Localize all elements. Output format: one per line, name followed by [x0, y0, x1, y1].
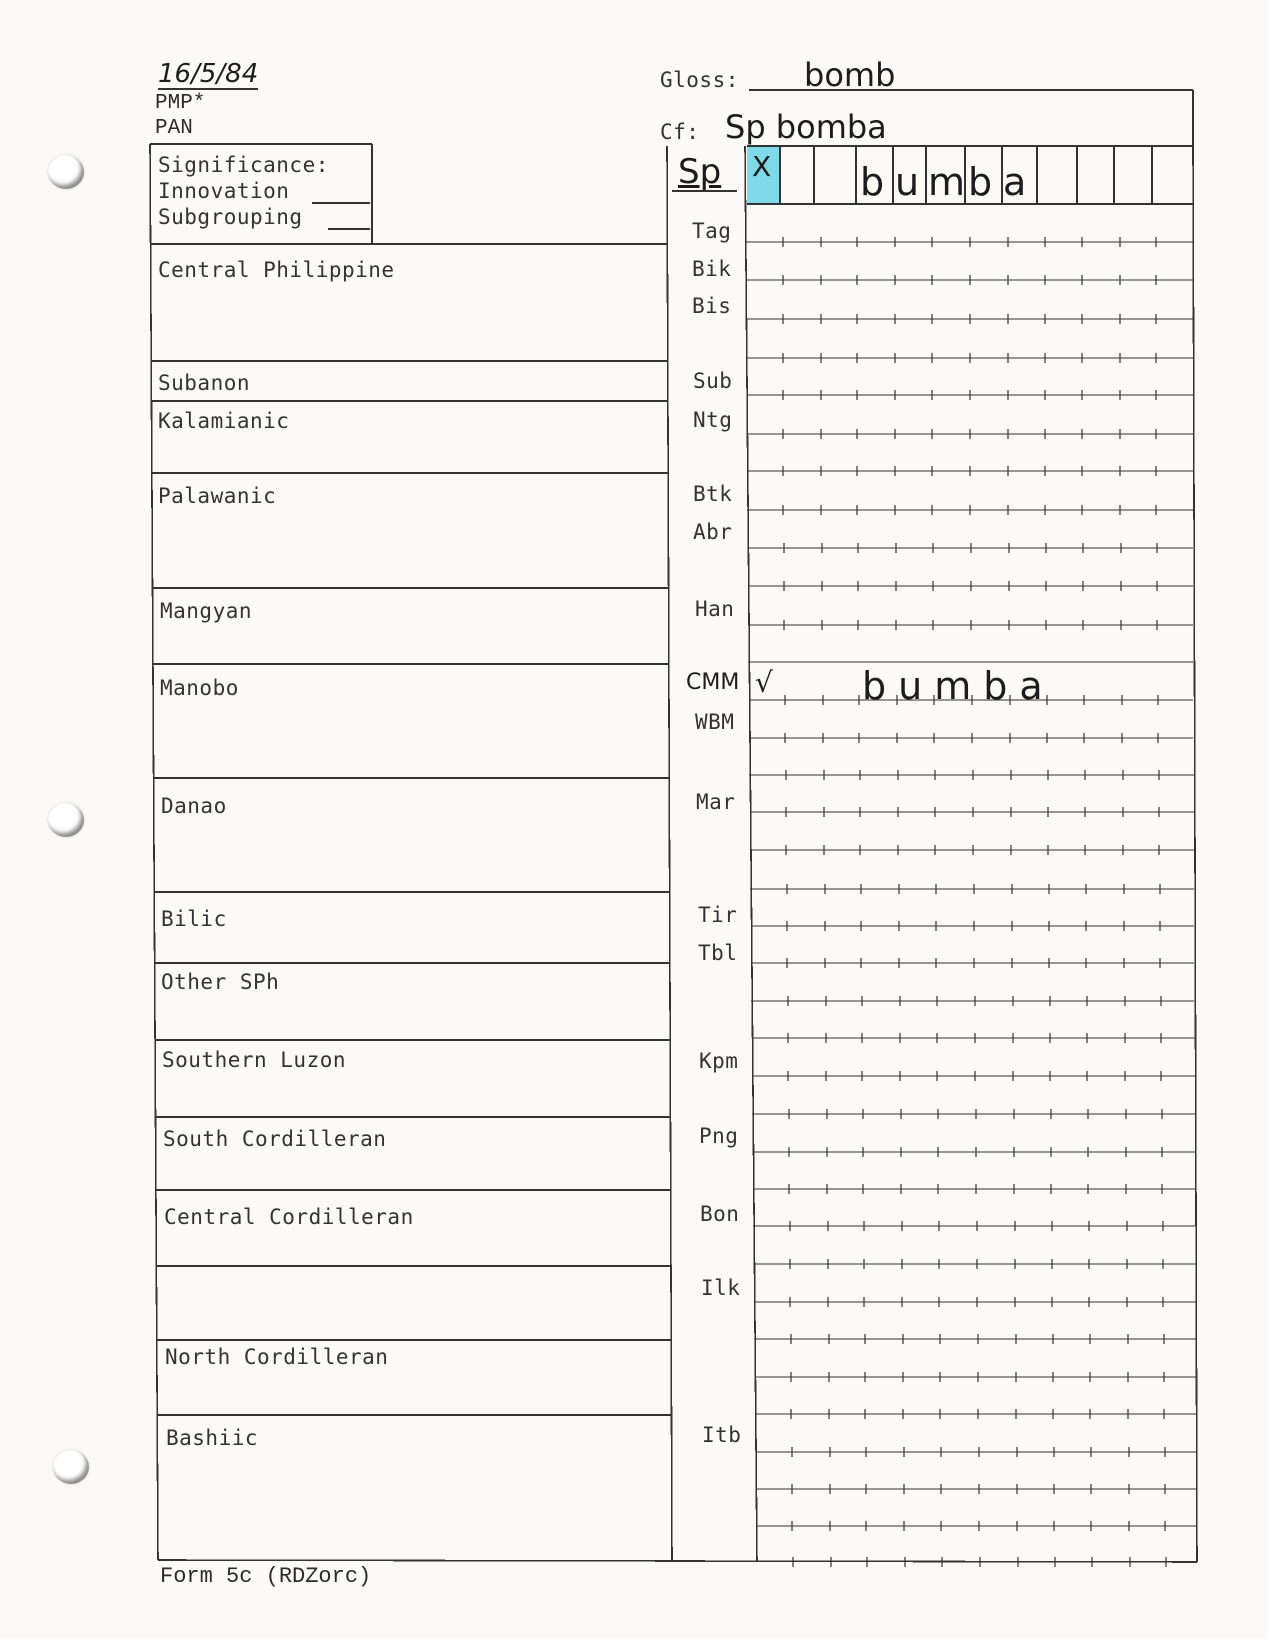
source-letter-4: b	[968, 160, 993, 204]
lang-tbl: Tbl	[698, 941, 738, 965]
proto-level-pmp: PMP*	[155, 92, 206, 115]
cmm-check-mark: √	[755, 666, 773, 699]
lang-cmm: CMM	[686, 670, 740, 695]
group-kalamianic: Kalamianic	[158, 409, 290, 433]
cf-label: Cf:	[660, 120, 700, 144]
lang-kpm: Kpm	[699, 1049, 739, 1073]
group-palawanic: Palawanic	[158, 484, 277, 508]
lang-itb: Itb	[702, 1423, 742, 1447]
group-danao: Danao	[161, 794, 227, 818]
lang-mar: Mar	[696, 790, 736, 814]
source-letter-1: b	[860, 160, 885, 204]
lang-bis: Bis	[692, 294, 732, 318]
cmm-form: bumba	[862, 664, 1055, 708]
group-south-cordilleran: South Cordilleran	[163, 1127, 387, 1151]
group-subanon: Subanon	[158, 371, 251, 395]
group-manobo: Manobo	[160, 676, 239, 700]
group-bilic: Bilic	[161, 907, 227, 931]
significance-innovation: Innovation	[158, 179, 290, 203]
lang-han: Han	[695, 597, 735, 621]
cf-value: Sp bomba	[725, 108, 887, 146]
gloss-label: Gloss:	[660, 68, 739, 92]
significance-subgrouping: Subgrouping	[158, 205, 303, 229]
significance-title: Significance:	[158, 153, 329, 177]
group-bashiic: Bashiic	[166, 1426, 259, 1450]
lang-tir: Tir	[698, 903, 738, 927]
group-central-philippine: Central Philippine	[158, 258, 395, 282]
lang-sub: Sub	[693, 369, 733, 393]
group-north-cordilleran: North Cordilleran	[165, 1345, 389, 1369]
lang-tag: Tag	[692, 219, 732, 243]
form-date: 16/5/84	[158, 59, 259, 89]
row-tick-marks	[783, 237, 1166, 1567]
lang-ilk: Ilk	[701, 1276, 741, 1300]
form-footer: Form 5c (RDZorc)	[160, 1564, 372, 1589]
source-abbr: Sp	[678, 152, 722, 192]
proto-level-pan: PAN	[155, 117, 193, 140]
source-letter-3: m	[928, 160, 966, 204]
lang-bon: Bon	[700, 1202, 740, 1226]
lang-wbm: WBM	[695, 710, 735, 734]
lang-png: Png	[699, 1124, 739, 1148]
source-letter-2: u	[895, 160, 920, 204]
source-mark: X	[752, 150, 772, 183]
lang-bik: Bik	[692, 257, 732, 281]
gloss-value: bomb	[804, 56, 896, 94]
group-central-cordilleran: Central Cordilleran	[164, 1205, 414, 1229]
source-letter-5: a	[1003, 160, 1027, 204]
lang-abr: Abr	[693, 520, 733, 544]
lang-btk: Btk	[693, 482, 733, 506]
group-other-sph: Other SPh	[161, 970, 280, 994]
group-mangyan: Mangyan	[160, 599, 253, 623]
lang-ntg: Ntg	[693, 408, 733, 432]
group-southern-luzon: Southern Luzon	[162, 1048, 347, 1072]
